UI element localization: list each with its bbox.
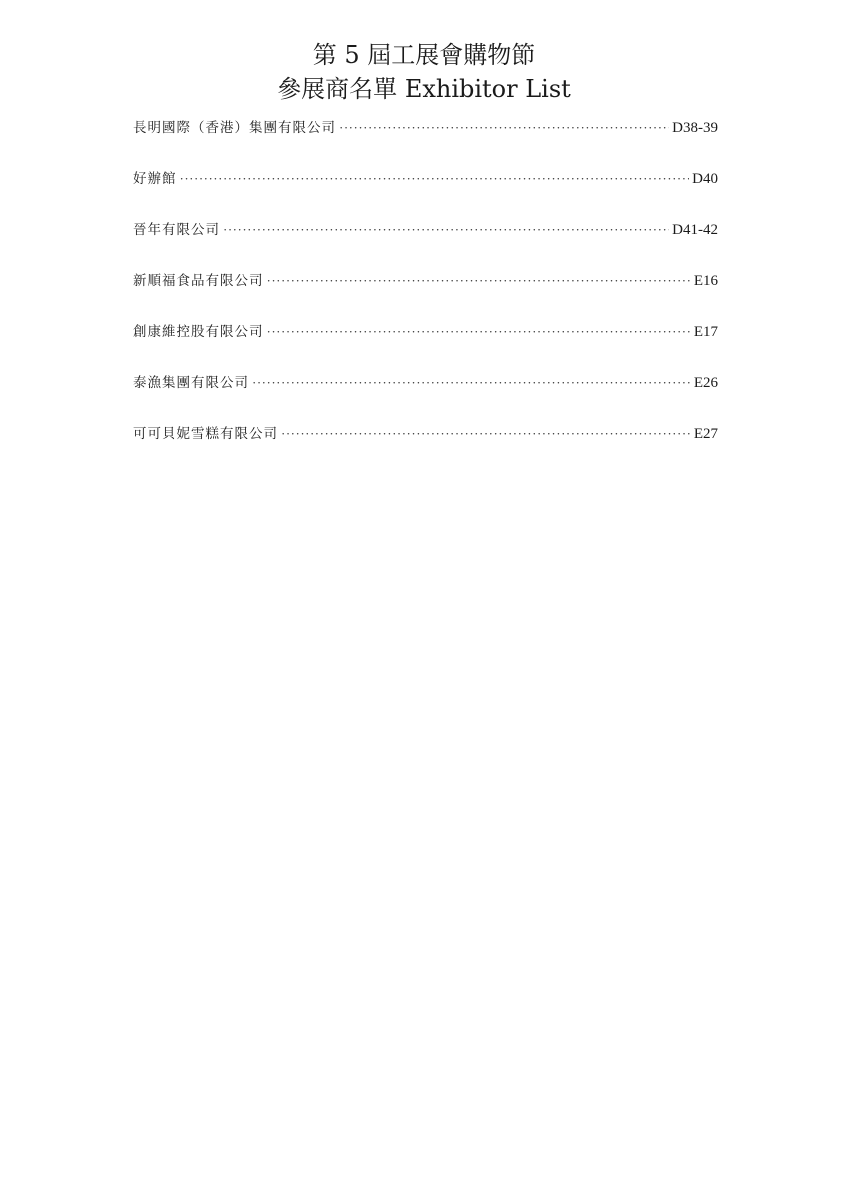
exhibitor-entry <box>133 321 718 372</box>
exhibitor-name: 創康維控股有限公司 <box>133 324 264 340</box>
dot-leader <box>180 168 690 190</box>
exhibitor-name: 泰漁集團有限公司 <box>133 375 249 391</box>
dot-leader <box>281 423 691 445</box>
exhibitor-list <box>133 117 718 474</box>
exhibitor-entry <box>133 423 718 474</box>
booth-number: D40 <box>692 171 718 187</box>
exhibitor-entry <box>133 270 718 321</box>
booth-number: E26 <box>693 375 718 391</box>
booth-number: D38-39 <box>672 120 718 136</box>
dot-leader <box>223 219 669 241</box>
exhibitor-entry <box>133 372 718 423</box>
exhibitor-entry <box>133 168 718 219</box>
exhibitor-name: 可可貝妮雪糕有限公司 <box>133 426 278 442</box>
exhibitor-name: 好辦館 <box>133 171 177 187</box>
exhibitor-name: 長明國際（香港）集團有限公司 <box>133 120 336 136</box>
booth-number: D41-42 <box>672 222 718 238</box>
event-title: 第 5 屆工展會購物節 <box>312 41 536 69</box>
exhibitor-name: 晉年有限公司 <box>133 222 220 238</box>
exhibitor-entry <box>133 219 718 270</box>
exhibitor-name: 新順福食品有限公司 <box>133 273 264 289</box>
booth-number: E17 <box>693 324 718 340</box>
booth-number: E16 <box>693 273 718 289</box>
dot-leader <box>267 321 691 343</box>
booth-number: E27 <box>693 426 718 442</box>
dot-leader <box>267 270 691 292</box>
dot-leader <box>339 117 669 139</box>
dot-leader <box>252 372 691 394</box>
document-title <box>0 38 848 106</box>
exhibitor-entry <box>133 117 718 168</box>
list-title: 參展商名單 Exhibitor List <box>277 75 571 103</box>
